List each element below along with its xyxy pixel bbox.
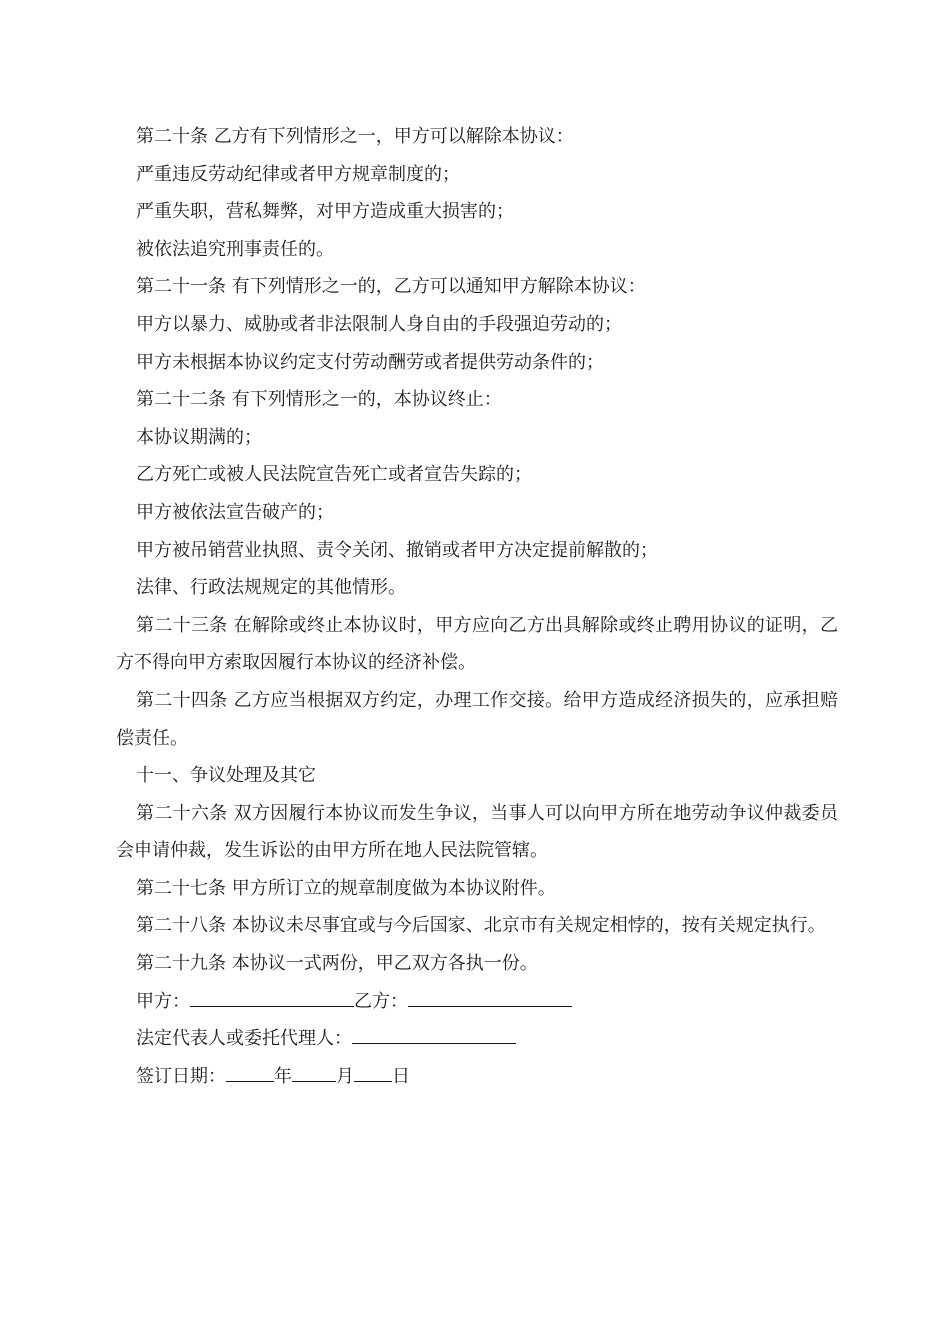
month-blank[interactable] (292, 1061, 336, 1082)
article-21-item-1: 甲方以暴力、威胁或者非法限制人身自由的手段强迫劳动的； (136, 313, 622, 335)
article-26: 第二十六条 双方因履行本协议而发生争议，当事人可以向甲方所在地劳动争议仲裁委员会申请仲裁，发生诉讼的由甲方所在地人民法院管辖。 (116, 802, 838, 862)
section-11-heading: 十一、争议处理及其它 (136, 765, 316, 787)
article-27: 第二十七条 甲方所订立的规章制度做为本协议附件。 (136, 877, 556, 899)
party-b-blank[interactable] (408, 986, 572, 1007)
article-22-item-3: 甲方被依法宣告破产的； (136, 501, 334, 523)
representative-label: 法定代表人或委托代理人： (136, 1028, 352, 1050)
day-blank[interactable] (354, 1061, 392, 1082)
article-29: 第二十九条 本协议一式两份，甲乙双方各执一份。 (136, 953, 538, 975)
article-23: 第二十三条 在解除或终止本协议时，甲方应向乙方出具解除或终止聘用协议的证明，乙方不得向甲方索取因履行本协议的经济补偿。 (116, 614, 838, 674)
article-22-item-5: 法律、行政法规规定的其他情形。 (136, 577, 406, 599)
article-22-item-2: 乙方死亡或被人民法院宣告死亡或者宣告失踪的； (136, 464, 532, 486)
month-label: 月 (336, 1065, 354, 1087)
article-20-item-2: 严重失职，营私舞弊，对甲方造成重大损害的； (136, 201, 514, 223)
article-21-heading: 第二十一条 有下列情形之一的，乙方可以通知甲方解除本协议： (136, 276, 646, 298)
representative-blank[interactable] (352, 1023, 516, 1044)
article-22-heading: 第二十二条 有下列情形之一的，本协议终止： (136, 389, 502, 411)
document-body (116, 118, 838, 1095)
year-label: 年 (274, 1065, 292, 1087)
party-a-blank[interactable] (190, 986, 354, 1007)
article-20-item-1: 严重违反劳动纪律或者甲方规章制度的； (136, 163, 460, 185)
article-21-item-2: 甲方未根据本协议约定支付劳动酬劳或者提供劳动条件的； (136, 351, 604, 373)
article-28: 第二十八条 本协议未尽事宜或与今后国家、北京市有关规定相悖的，按有关规定执行。 (136, 915, 826, 937)
article-20-heading: 第二十条 乙方有下列情形之一，甲方可以解除本协议： (136, 126, 574, 147)
party-signature-line (116, 983, 838, 1021)
article-20-item-3: 被依法追究刑事责任的。 (136, 238, 334, 260)
article-22-item-4: 甲方被吊销营业执照、责令关闭、撤销或者甲方决定提前解散的； (136, 539, 658, 561)
signing-date-line (116, 1058, 838, 1096)
year-blank[interactable] (226, 1061, 274, 1082)
party-a-label: 甲方： (136, 990, 190, 1012)
party-b-label: 乙方： (354, 990, 408, 1012)
article-24: 第二十四条 乙方应当根据双方约定，办理工作交接。给甲方造成经济损失的，应承担赔偿责任。 (116, 689, 838, 749)
representative-line (116, 1020, 838, 1058)
date-label: 签订日期： (136, 1065, 226, 1087)
day-label: 日 (392, 1065, 410, 1087)
article-22-item-1: 本协议期满的； (136, 426, 262, 448)
